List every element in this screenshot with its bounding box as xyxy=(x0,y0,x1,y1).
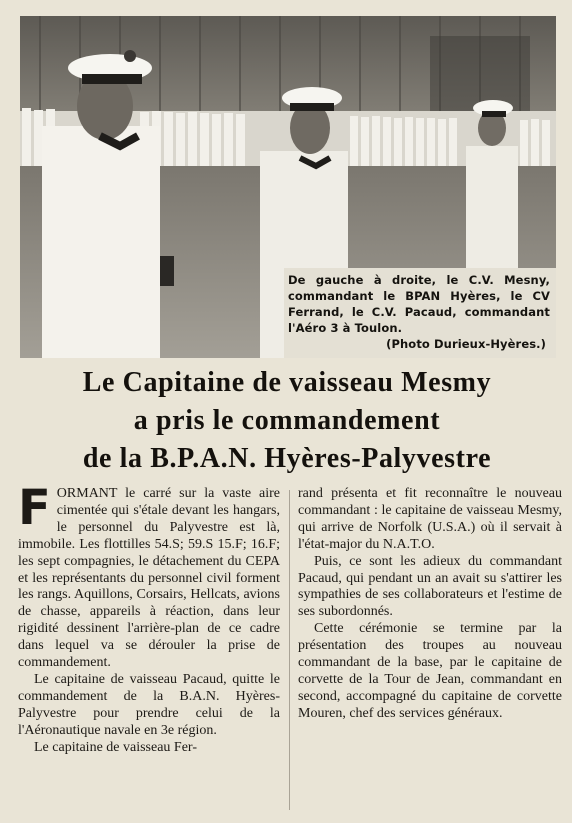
article-paragraph: Le capitaine de vaisseau Fer- xyxy=(34,739,197,755)
article-paragraph: Le capitaine de vaisseau Pacaud, quitte le commandement de la B.A.N. Hyères-Palyvestre pour prendre celui de la l'Aéronautique navale en 3e région. xyxy=(18,671,280,738)
column-rule xyxy=(289,490,290,810)
article-column-1 xyxy=(18,480,280,757)
headline-line-2: a pris le commandement xyxy=(133,405,441,436)
article-paragraph: Puis, ce sont les adieux du commandant Pacaud, qui pendant un an avait su s'attirer les sympathies de ses collaborateurs et l'estime de ses subordonnés. xyxy=(298,553,562,620)
article-paragraph: rand présenta et fit reconnaître le nouveau commandant : le capitaine de vaisseau Mesmy, qui arrive de Norfolk (U.S.A.) où il servait à l'état-major du N.A.T.O. xyxy=(298,486,562,552)
headline xyxy=(14,364,560,478)
article-paragraph: Cette cérémonie se termine par la présentation des troupes au nouveau commandant de la base, par le capitaine de corvette de la Tour de Jean, commandant en second, accompagné du capitaine de corvette Mouren, chef des services généraux. xyxy=(298,621,562,721)
article-paragraph xyxy=(18,480,280,672)
photo-caption xyxy=(288,272,550,352)
caption-text: De gauche à droite, le C.V. Mesny, commandant le BPAN Hyères, le CV Ferrand, le C.V. Pacaud, commandant l'Aéro 3 à Toulon. xyxy=(288,273,550,335)
article-column-2 xyxy=(298,486,562,723)
photo-credit: (Photo Durieux-Hyères.) xyxy=(386,337,546,351)
drop-cap: F xyxy=(18,480,51,536)
headline-line-1: Le Capitaine de vaisseau Mesmy xyxy=(82,367,492,398)
paragraph-text: ORMANT le carré sur la vaste aire cimentée qui s'étale devant les hangars, le personnel du Palyvestre est là, immobile. Les flottilles 54.S; 59.S 15.F; 16.F; les sept compagnies, le détachement du CEPA et les représentants du personnel civil forment les rangs. Aquillons, Corsairs, Hellcats, avions de chasse, appareils à réaction, dans leur rigidité dessinent l'arrière-plan de ce cadre dans lequel va se dérouler la prise de commandement. xyxy=(18,486,280,671)
headline-line-3: de la B.P.A.N. Hyères-Palyvestre xyxy=(82,443,492,474)
